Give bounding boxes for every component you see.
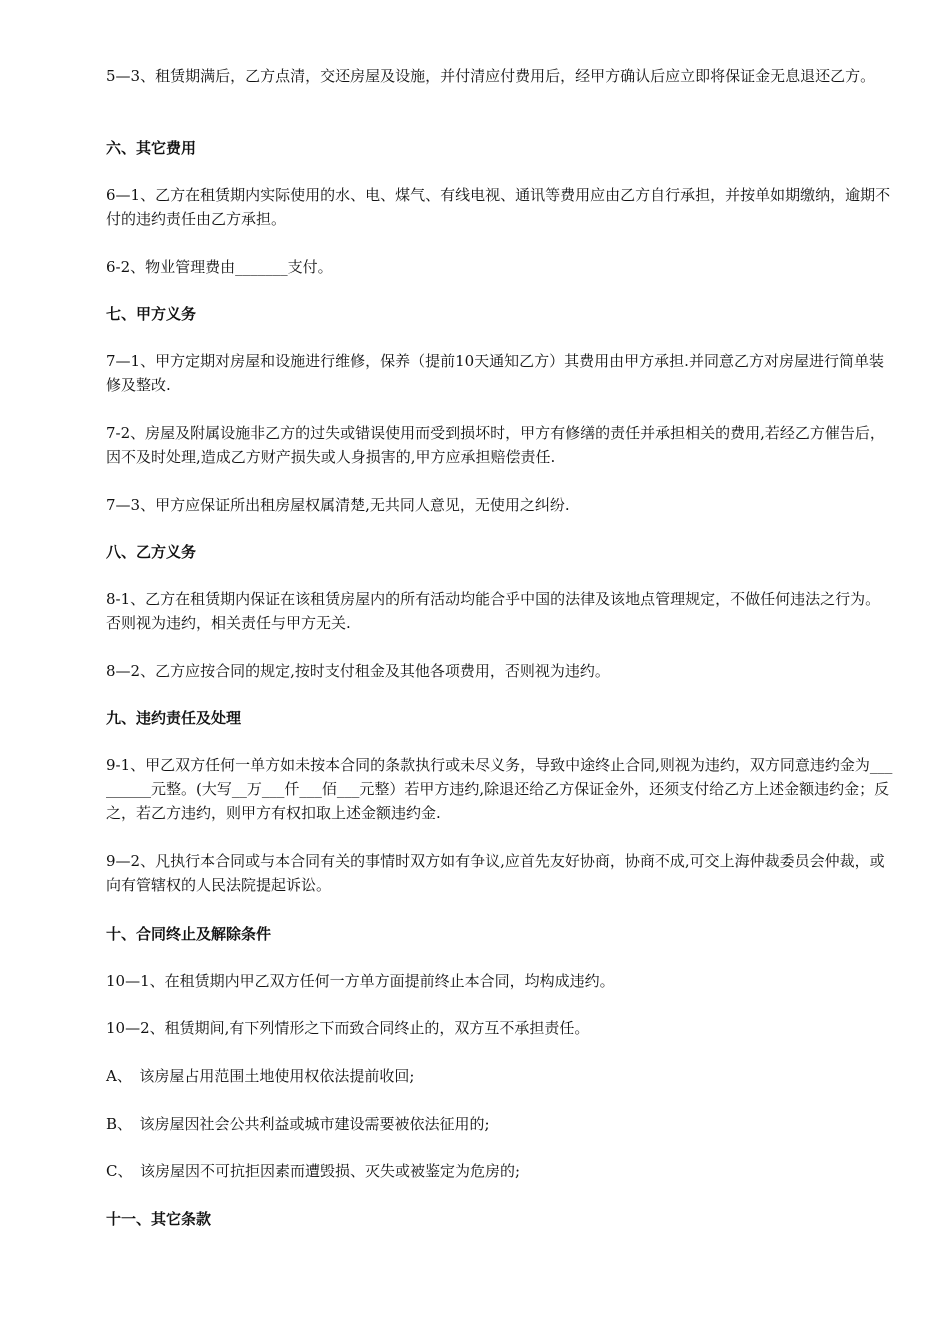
section-heading-11: 十一、其它条款 [106, 1210, 212, 1228]
clause-5-3: 5—3、租赁期满后，乙方点清，交还房屋及设施，并付清应付费用后，经甲方确认后应立即将保证金无息退还乙方。 [106, 67, 876, 85]
section-heading-9: 九、违约责任及处理 [106, 709, 242, 727]
clause-7-3: 7—3、甲方应保证所出租房屋权属清楚,无共同人意见，无使用之纠纷. [106, 496, 570, 514]
clause-7-1: 7—1、甲方定期对房屋和设施进行维修，保养（提前10天通知乙方）其费用由甲方承担.并同意乙方对房屋进行简单装修及整改. [106, 352, 884, 394]
list-item-c: C、 该房屋因不可抗拒因素而遭毁损、灭失或被鉴定为危房的; [106, 1162, 521, 1180]
section-heading-6: 六、其它费用 [106, 139, 197, 157]
section-heading-8: 八、乙方义务 [106, 543, 197, 561]
clause-9-2: 9—2、凡执行本合同或与本合同有关的事情时双方如有争议,应首先友好协商，协商不成,可交上海仲裁委员会仲裁，或向有管辖权的人民法院提起诉讼。 [106, 852, 885, 894]
clause-8-1: 8-1、乙方在租赁期内保证在该租赁房屋内的所有活动均能合乎中国的法律及该地点管理规定，不做任何违法之行为。否则视为违约，相关责任与甲方无关. [106, 590, 881, 632]
clause-7-2: 7-2、房屋及附属设施非乙方的过失或错误使用而受到损坏时，甲方有修缮的责任并承担相关的费用,若经乙方催告后，因不及时处理,造成乙方财产损失或人身损害的,甲方应承担赔偿责任. [106, 424, 885, 466]
list-item-b: B、 该房屋因社会公共利益或城市建设需要被依法征用的; [106, 1115, 490, 1133]
clause-10-2: 10—2、租赁期间,有下列情形之下而致合同终止的，双方互不承担责任。 [106, 1019, 590, 1037]
clause-8-2: 8—2、乙方应按合同的规定,按时支付租金及其他各项费用，否则视为违约。 [106, 662, 610, 680]
list-item-a: A、 该房屋占用范围土地使用权依法提前收回; [106, 1067, 415, 1085]
section-heading-7: 七、甲方义务 [106, 305, 197, 323]
section-heading-10: 十、合同终止及解除条件 [106, 925, 272, 943]
clause-6-2: 6-2、物业管理费由_______支付。 [106, 258, 333, 276]
clause-6-1: 6—1、乙方在租赁期内实际使用的水、电、煤气、有线电视、通讯等费用应由乙方自行承担，并按单如期缴纳，逾期不付的违约责任由乙方承担。 [106, 186, 891, 228]
clause-10-1: 10—1、在租赁期内甲乙双方任何一方单方面提前终止本合同，均构成违约。 [106, 972, 615, 990]
clause-9-1: 9-1、甲乙双方任何一单方如未按本合同的条款执行或未尽义务，导致中途终止合同,则视为违约，双方同意违约金为_________元整。(大写__万___仟___佰___元整）若甲方违约,除退还给乙方保证金外，还须支付给乙方上述金额违约金；反之，若乙方违约，则甲方有权扣取上述金额违约金. [106, 756, 893, 822]
